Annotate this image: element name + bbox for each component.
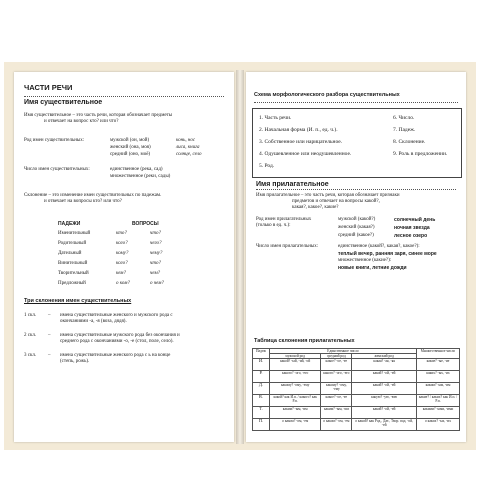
adjective-title: Имя прилагательное <box>256 181 329 188</box>
adj-number-row: множественное (какие?): <box>338 258 392 263</box>
gender-label: Род имен существительных: <box>24 138 85 143</box>
adj-gender-row: мужской (какой?) <box>338 217 376 222</box>
adjective-definition: какая?, какое?, какие? <box>292 205 339 210</box>
scheme-item: 7. Падеж. <box>393 127 416 133</box>
table-cell: какого? -ого, -его <box>270 371 321 383</box>
case-name: Именительный <box>58 231 91 236</box>
declension-text: (степь, рожь). <box>60 359 90 364</box>
number-label: Число имен существительных: <box>24 167 90 172</box>
table-cell: каким? -ым, -им <box>270 407 321 419</box>
table-header: Единственное число <box>270 349 417 354</box>
scheme-item: 3. Собственное или нарицательное. <box>259 139 343 145</box>
adj-number-row: единственное (какой?, какая?, какое?): <box>338 244 420 249</box>
declension-number: 3 скл. <box>24 353 37 358</box>
adj-gender-label: Род имен прилагательных <box>256 217 312 222</box>
table-cell: какой? -ой, -ей <box>352 371 417 383</box>
case-question: кто? <box>116 231 127 236</box>
case-name: Дательный <box>58 251 82 256</box>
declension-dash: – <box>48 353 51 358</box>
table-cell: о каком? -ом, -ем <box>270 419 321 431</box>
table-row <box>253 371 460 383</box>
table-cell: какому? -ому, -ему <box>321 383 352 395</box>
table-cell: какое? -ое, -ее <box>321 395 352 407</box>
declension-text: имена существительные мужского рода без окончания и <box>60 333 180 338</box>
case-question: что? <box>150 231 161 236</box>
table-header: Множественное число <box>417 349 460 359</box>
case-name: Предложный <box>58 281 86 286</box>
adj-gender-example: лесное озеро <box>394 233 428 239</box>
table-cell: о какой? как Род., Дат., Твор. пад. -ой, -ей <box>352 419 417 431</box>
declension-text: окончаниями -а, -я (воза, дядя). <box>60 319 127 324</box>
definition-line: Имя существительное – это часть речи, которая обозначает предметы <box>24 113 173 118</box>
table-row <box>253 359 460 371</box>
gender-example: лиса, книга <box>176 145 200 150</box>
case-name: Творительный <box>58 271 89 276</box>
gender-row: мужской (он, мой) <box>110 138 150 143</box>
definition-line: и отвечает на вопрос кто? или что? <box>44 119 119 124</box>
page-title: ЧАСТИ РЕЧИ <box>24 83 73 92</box>
table-row <box>253 419 460 431</box>
scheme-title: Схема морфологического разбора существительных <box>254 92 400 98</box>
declension-dash: – <box>48 333 51 338</box>
table-cell: Д. <box>253 383 270 395</box>
table-subheader: женский род <box>352 354 417 359</box>
case-name: Родительный <box>58 241 87 246</box>
table-cell: какой? как И.п. / какого? как Р.п. <box>270 395 321 407</box>
declension-text: имена существительные женского и мужского рода с <box>60 313 173 318</box>
case-question: чем? <box>150 271 161 276</box>
declension-dash: – <box>48 313 51 318</box>
adj-gender-example: солнечный день <box>394 217 436 223</box>
scheme-item: 2. Начальная форма (И. п., ед. ч.). <box>259 127 338 133</box>
table-cell: какими? -ыми, -ими <box>417 407 460 419</box>
table-cell: П. <box>253 419 270 431</box>
adj-number-example: новые книги, летние дожди <box>338 265 407 271</box>
case-question: что? <box>150 261 161 266</box>
table-title: Таблица склонения прилагательных <box>254 338 355 344</box>
table-cell: какая? -ая, -яя <box>352 359 417 371</box>
adj-gender-example: ночная звезда <box>394 225 430 231</box>
table-cell: каким? -ым, -им <box>321 407 352 419</box>
scheme-item: 9. Роль в предложении. <box>393 151 448 157</box>
declension-definition: Склонение – это изменение имен существительных по падежам. <box>24 193 162 198</box>
scheme-box <box>252 108 462 178</box>
gender-row: средний (оно, моё) <box>110 152 151 157</box>
gender-example: солнце, село <box>176 152 202 157</box>
table-cell: каким? -ым, -им <box>417 383 460 395</box>
table-subheader: мужской род <box>270 354 321 359</box>
case-question: о ком? <box>116 281 130 286</box>
gender-row: женский (она, моя) <box>110 145 151 150</box>
table-subheader: средний род <box>321 354 352 359</box>
table-cell: какое? -ое, -ее <box>321 359 352 371</box>
case-question: кому? <box>116 251 129 256</box>
table-cell: Т. <box>253 407 270 419</box>
divider <box>24 96 224 97</box>
three-declensions-title: Три склонения имен существительных <box>24 298 132 304</box>
table-header: Падеж <box>253 349 270 359</box>
left-page <box>14 72 234 442</box>
adjective-definition: Имя прилагательное – это часть речи, которая обозначает признаки <box>256 193 400 198</box>
declension-definition: и отвечает на вопросы кто? или что? <box>44 199 122 204</box>
case-name: Винительный <box>58 261 88 266</box>
adj-gender-label: (только в ед. ч.): <box>256 223 291 228</box>
table-cell: какой? -ый, -ий, -ой <box>270 359 321 371</box>
adj-gender-row: средний (какое?) <box>338 233 374 238</box>
scheme-item: 4. Одушевленное или неодушевленное. <box>259 151 352 157</box>
adj-number-example: теплый вечер, ранняя заря, синее море <box>338 251 437 257</box>
table-row <box>253 383 460 395</box>
declension-table <box>252 348 460 431</box>
adj-gender-row: женский (какая?) <box>338 225 375 230</box>
declension-number: 2 скл. <box>24 333 37 338</box>
table-cell: Р. <box>253 371 270 383</box>
divider <box>254 102 458 103</box>
case-header: ПАДЕЖИ <box>58 221 81 227</box>
table-cell: какой? -ой, -ей <box>352 407 417 419</box>
scheme-item: 1. Часть речи. <box>259 115 292 121</box>
right-page <box>246 72 466 442</box>
table-cell: какому? -ому, -ему <box>270 383 321 395</box>
table-cell: какой? -ой, -ей <box>352 383 417 395</box>
number-row: множественное (реки, сады) <box>110 174 171 179</box>
adjective-definition: предметов и отвечает на вопросы какой?, <box>292 199 380 204</box>
table-cell: какие? / каких? как И.п. / Р.п. <box>417 395 460 407</box>
case-question: кого? <box>116 241 128 246</box>
number-row: единственное (река, сад) <box>110 167 163 172</box>
table-row <box>253 395 460 407</box>
table-cell: какого? -ого, -его <box>321 371 352 383</box>
adj-number-label: Число имен прилагательных: <box>256 244 319 249</box>
table-cell: о каком? -ом, -ем <box>321 419 352 431</box>
gender-example: конь, нос <box>176 138 196 143</box>
question-header: ВОПРОСЫ <box>132 221 159 227</box>
case-question: чему? <box>150 251 163 256</box>
table-cell: какую? -ую, -юю <box>352 395 417 407</box>
scheme-item: 5. Род. <box>259 163 275 169</box>
declension-number: 1 скл. <box>24 313 37 318</box>
divider <box>256 189 456 190</box>
table-cell: В. <box>253 395 270 407</box>
book-spine <box>236 70 244 444</box>
table-cell: И. <box>253 359 270 371</box>
scheme-item: 6. Число. <box>393 115 415 121</box>
case-question: о чем? <box>150 281 164 286</box>
case-question: кем? <box>116 271 126 276</box>
declension-text: среднего рода с окончаниями -о, -е (стол, поле, село). <box>60 339 174 344</box>
scheme-item: 8. Склонение. <box>393 139 426 145</box>
table-cell: какие? -ые, -ие <box>417 359 460 371</box>
declension-text: имена существительные женского рода с ь на конце <box>60 353 171 358</box>
table-cell: каких? -ых, -их <box>417 371 460 383</box>
table-cell: о каких? -ых, -их <box>417 419 460 431</box>
case-question: кого? <box>116 261 128 266</box>
table-row <box>253 407 460 419</box>
section-title: Имя существительное <box>24 99 103 106</box>
case-question: чего? <box>150 241 162 246</box>
